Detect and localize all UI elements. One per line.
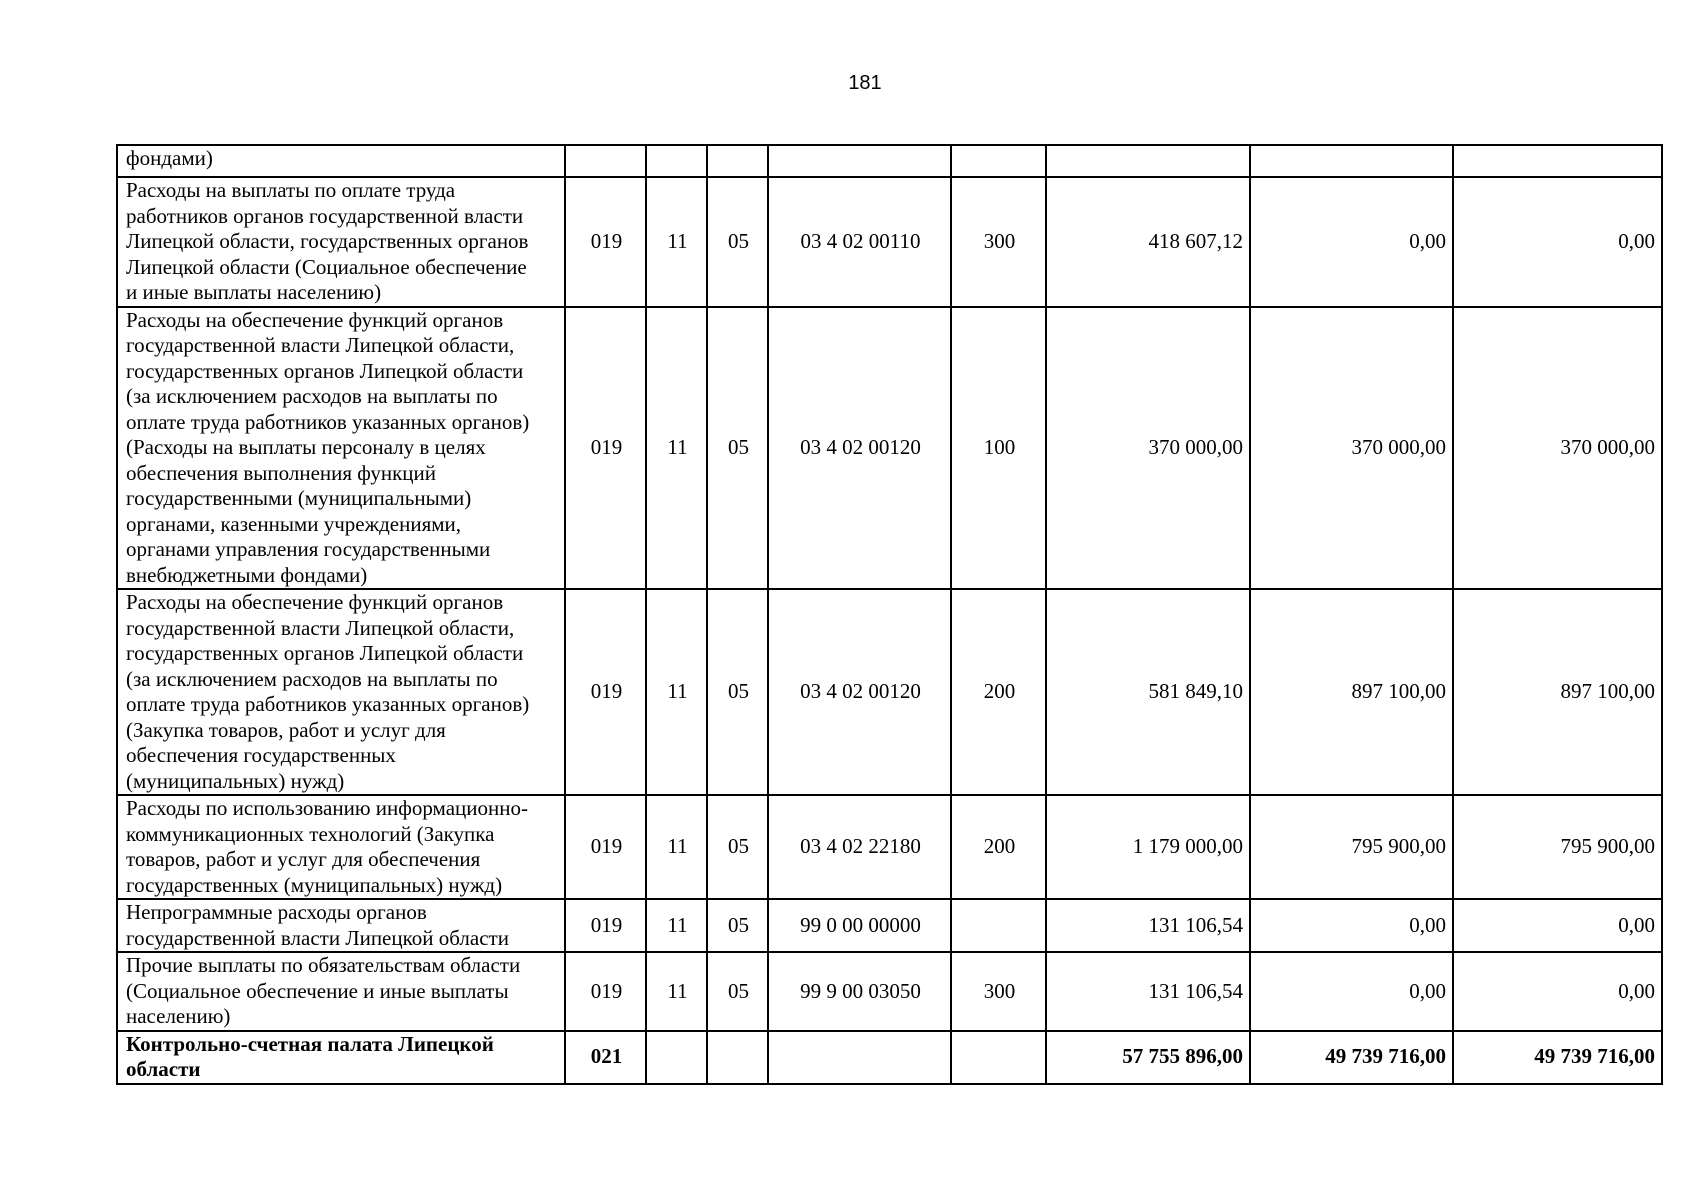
subsection-code-cell xyxy=(707,1031,768,1084)
expense-name-line: (за исключением расходов на выплаты по xyxy=(126,666,498,691)
target-article-cell: 99 0 00 00000 xyxy=(768,899,951,952)
expense-name-line: (муниципальных) нужд) xyxy=(126,768,345,793)
expense-name-line: области xyxy=(126,1057,201,1081)
expense-name-line: населению) xyxy=(126,1004,231,1028)
section-code-cell: 11 xyxy=(646,952,707,1031)
ved-code-cell xyxy=(565,145,646,177)
subsection-code-cell: 05 xyxy=(707,307,768,590)
amount-year3-cell: 0,00 xyxy=(1453,952,1662,1031)
target-article-cell: 03 4 02 22180 xyxy=(768,795,951,899)
amount-year1-cell: 57 755 896,00 xyxy=(1046,1031,1250,1084)
section-code-cell: 11 xyxy=(646,307,707,590)
expense-name-line: Липецкой области (Социальное обеспечение xyxy=(126,254,527,279)
expense-name-line: коммуникационных технологий (Закупка xyxy=(126,821,495,846)
expense-name-cell xyxy=(117,952,565,1031)
ved-code-cell: 019 xyxy=(565,177,646,307)
expense-name-line: государственных (муниципальных) нужд) xyxy=(126,872,503,897)
expense-name-cell xyxy=(117,795,565,899)
table-row xyxy=(117,307,1662,590)
expense-name-line: Липецкой области, государственных органов xyxy=(126,229,529,253)
expense-name-line: органами, казенными учреждениями, xyxy=(126,511,462,536)
amount-year1-cell: 370 000,00 xyxy=(1046,307,1250,590)
subsection-code-cell: 05 xyxy=(707,952,768,1031)
expense-name-line: внебюджетными фондами) xyxy=(126,562,368,587)
target-article-cell xyxy=(768,1031,951,1084)
expense-type-cell: 300 xyxy=(951,177,1046,307)
expense-type-cell xyxy=(951,145,1046,177)
amount-year3-cell: 897 100,00 xyxy=(1453,589,1662,795)
expense-name-line: обеспечения выполнения функций xyxy=(126,460,437,485)
amount-year2-cell: 370 000,00 xyxy=(1250,307,1453,590)
section-code-cell: 11 xyxy=(646,795,707,899)
section-code-cell: 11 xyxy=(646,177,707,307)
amount-year3-cell: 0,00 xyxy=(1453,177,1662,307)
amount-year1-cell: 581 849,10 xyxy=(1046,589,1250,795)
amount-year3-cell: 370 000,00 xyxy=(1453,307,1662,590)
table-row xyxy=(117,899,1662,952)
amount-year3-cell: 49 739 716,00 xyxy=(1453,1031,1662,1084)
amount-year1-cell: 1 179 000,00 xyxy=(1046,795,1250,899)
expense-name-line: (Закупка товаров, работ и услуг для xyxy=(126,717,446,742)
expense-name-line: Расходы по использованию информационно- xyxy=(126,796,528,820)
expense-type-cell: 200 xyxy=(951,589,1046,795)
ved-code-cell: 021 xyxy=(565,1031,646,1084)
amount-year1-cell: 131 106,54 xyxy=(1046,899,1250,952)
page-number: 181 xyxy=(848,72,882,94)
expense-name-line: Расходы на выплаты по оплате труда xyxy=(126,178,456,202)
subsection-code-cell: 05 xyxy=(707,899,768,952)
table-row xyxy=(117,795,1662,899)
subsection-code-cell xyxy=(707,145,768,177)
expense-name-cell xyxy=(117,1031,565,1084)
target-article-cell: 03 4 02 00110 xyxy=(768,177,951,307)
subsection-code-cell: 05 xyxy=(707,795,768,899)
ved-code-cell: 019 xyxy=(565,589,646,795)
amount-year2-cell: 0,00 xyxy=(1250,177,1453,307)
expense-name-line: государственными (муниципальными) xyxy=(126,486,472,510)
target-article-cell: 03 4 02 00120 xyxy=(768,307,951,590)
amount-year2-cell: 897 100,00 xyxy=(1250,589,1453,795)
table-row xyxy=(117,952,1662,1031)
expense-name-line: Расходы на обеспечение функций органов xyxy=(126,590,504,614)
expense-name-line: государственной власти Липецкой области, xyxy=(126,615,515,640)
amount-year2-cell: 795 900,00 xyxy=(1250,795,1453,899)
expense-type-cell xyxy=(951,1031,1046,1084)
expense-name-cell xyxy=(117,589,565,795)
expense-name-line: Непрограммные расходы органов xyxy=(126,900,427,924)
amount-year2-cell: 0,00 xyxy=(1250,899,1453,952)
expense-name-cell xyxy=(117,145,565,177)
expense-name-line: оплате труда работников указанных органов) xyxy=(126,409,530,434)
expense-name-cell xyxy=(117,177,565,307)
amount-year1-cell xyxy=(1046,145,1250,177)
target-article-cell: 03 4 02 00120 xyxy=(768,589,951,795)
expense-name-line: (за исключением расходов на выплаты по xyxy=(126,384,498,408)
expense-type-cell: 100 xyxy=(951,307,1046,590)
expense-name-line: органами управления государственными xyxy=(126,537,491,561)
expense-name-line: Прочие выплаты по обязательствам области xyxy=(126,953,521,977)
expense-name-line: обеспечения государственных xyxy=(126,743,396,767)
ved-code-cell: 019 xyxy=(565,307,646,590)
expense-type-cell: 300 xyxy=(951,952,1046,1031)
budget-table xyxy=(116,144,1663,1085)
amount-year3-cell: 795 900,00 xyxy=(1453,795,1662,899)
table-body xyxy=(117,145,1662,1084)
amount-year1-cell: 131 106,54 xyxy=(1046,952,1250,1031)
section-code-cell xyxy=(646,145,707,177)
expense-name-line: Расходы на обеспечение функций органов xyxy=(126,307,504,332)
expense-name-cell xyxy=(117,307,565,590)
expense-name-line: государственной власти Липецкой области, xyxy=(126,333,515,357)
amount-year2-cell xyxy=(1250,145,1453,177)
target-article-cell xyxy=(768,145,951,177)
expense-name-line: оплате труда работников указанных органов) xyxy=(126,692,530,716)
expense-name-line: государственных органов Липецкой области xyxy=(126,641,524,665)
amount-year3-cell: 0,00 xyxy=(1453,899,1662,952)
amount-year1-cell: 418 607,12 xyxy=(1046,177,1250,307)
expense-name-line: (Социальное обеспечение и иные выплаты xyxy=(126,978,509,1003)
amount-year2-cell: 0,00 xyxy=(1250,952,1453,1031)
ved-code-cell: 019 xyxy=(565,795,646,899)
section-code-cell: 11 xyxy=(646,899,707,952)
section-code-cell xyxy=(646,1031,707,1084)
expense-name-line: государственной власти Липецкой области xyxy=(126,925,509,950)
table-row xyxy=(117,145,1662,177)
subsection-code-cell: 05 xyxy=(707,177,768,307)
expense-name-line: Контрольно-счетная палата Липецкой xyxy=(126,1031,494,1056)
ved-code-cell: 019 xyxy=(565,952,646,1031)
table-row xyxy=(117,589,1662,795)
table-row xyxy=(117,177,1662,307)
amount-year2-cell: 49 739 716,00 xyxy=(1250,1031,1453,1084)
section-code-cell: 11 xyxy=(646,589,707,795)
expense-name-line: работников органов государственной власти xyxy=(126,203,524,228)
expense-name-line: и иные выплаты населению) xyxy=(126,280,382,304)
expense-name-cell xyxy=(117,899,565,952)
expense-name-line: фондами) xyxy=(126,146,213,170)
expense-name-line: товаров, работ и услуг для обеспечения xyxy=(126,847,481,871)
expense-type-cell xyxy=(951,899,1046,952)
subsection-code-cell: 05 xyxy=(707,589,768,795)
expense-type-cell: 200 xyxy=(951,795,1046,899)
ved-code-cell: 019 xyxy=(565,899,646,952)
target-article-cell: 99 9 00 03050 xyxy=(768,952,951,1031)
expense-name-line: (Расходы на выплаты персоналу в целях xyxy=(126,435,486,459)
expense-name-line: государственных органов Липецкой области xyxy=(126,358,524,383)
table-row xyxy=(117,1031,1662,1084)
amount-year3-cell xyxy=(1453,145,1662,177)
